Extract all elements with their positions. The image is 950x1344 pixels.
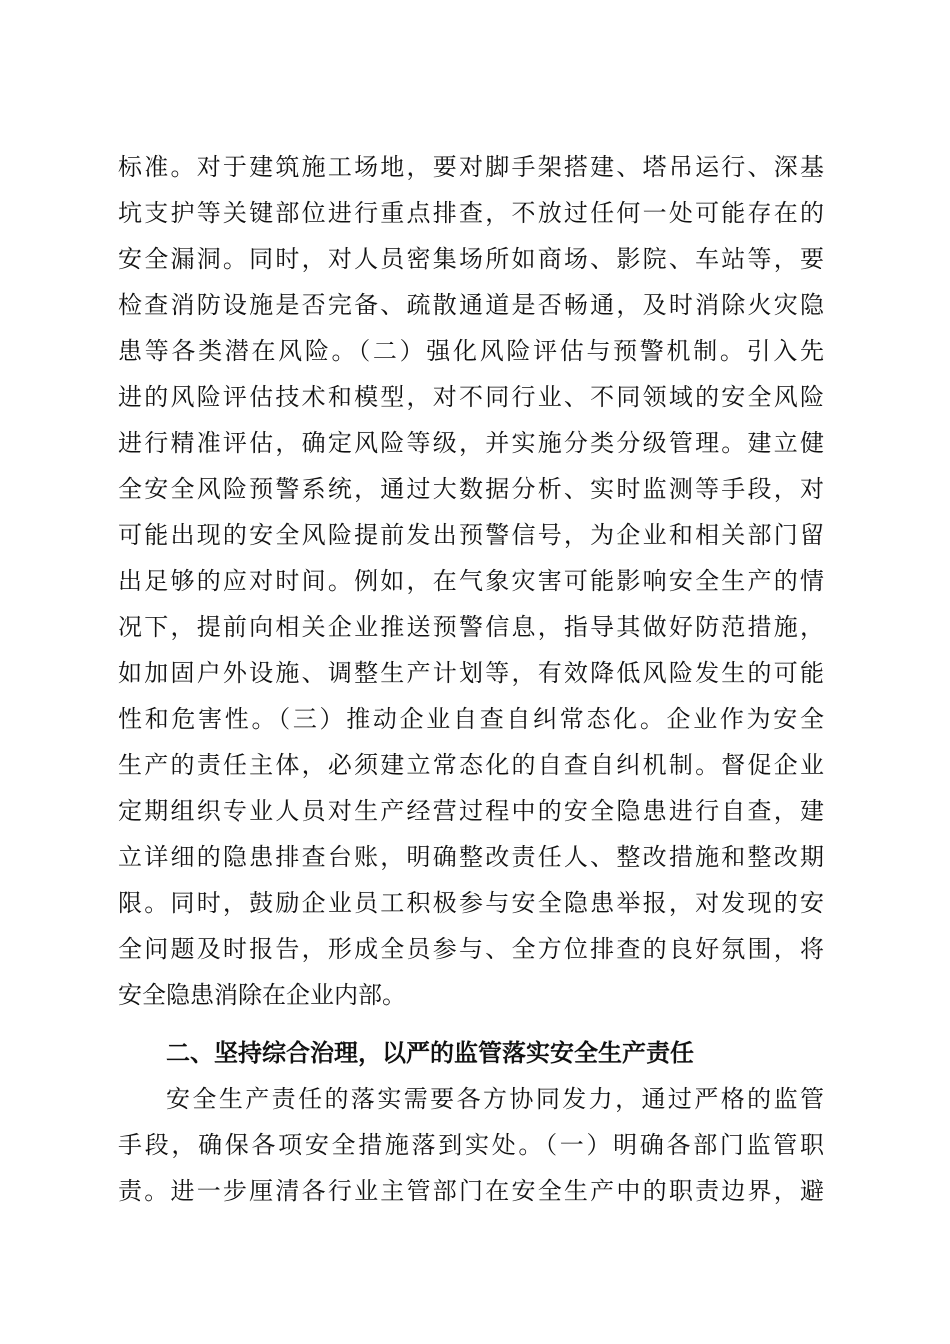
text-line: 责。进一步厘清各行业主管部门在安全生产中的职责边界，避: [118, 1177, 824, 1205]
text-line: 手段，确保各项安全措施落到实处。（一）明确各部门监管职: [118, 1131, 824, 1159]
text-line: 全问题及时报告，形成全员参与、全方位排查的良好氛围，将: [118, 935, 824, 963]
text-line: 坑支护等关键部位进行重点排查，不放过任何一处可能存在的: [118, 199, 824, 227]
document-body: [118, 144, 824, 1214]
text-line: 立详细的隐患排查台账，明确整改责任人、整改措施和整改期: [118, 843, 824, 871]
text-line: 全安全风险预警系统，通过大数据分析、实时监测等手段，对: [118, 475, 824, 503]
text-line: 出足够的应对时间。例如，在气象灾害可能影响安全生产的情: [118, 567, 824, 595]
text-line: 安全隐患消除在企业内部。: [118, 981, 406, 1009]
text-line: 况下，提前向相关企业推送预警信息，指导其做好防范措施，: [118, 613, 824, 641]
text-line: 可能出现的安全风险提前发出预警信号，为企业和相关部门留: [118, 521, 824, 549]
text-line: 定期组织专业人员对生产经营过程中的安全隐患进行自查，建: [118, 797, 824, 825]
text-line: 进行精准评估，确定风险等级，并实施分类分级管理。建立健: [118, 429, 824, 457]
text-line: 患等各类潜在风险。（二）强化风险评估与预警机制。引入先: [118, 337, 824, 365]
text-line: 检查消防设施是否完备、疏散通道是否畅通，及时消除火灾隐: [118, 291, 824, 319]
section-heading: 二、坚持综合治理，以严的监管落实安全生产责任: [166, 1039, 694, 1067]
text-line: 安全漏洞。同时，对人员密集场所如商场、影院、车站等，要: [118, 245, 824, 273]
text-line: 如加固户外设施、调整生产计划等，有效降低风险发生的可能: [118, 659, 824, 687]
paragraph-2: [118, 1076, 824, 1214]
text-line: 限。同时，鼓励企业员工积极参与安全隐患举报，对发现的安: [118, 889, 824, 917]
text-line: 标准。对于建筑施工场地，要对脚手架搭建、塔吊运行、深基: [118, 153, 824, 181]
text-line: 进的风险评估技术和模型，对不同行业、不同领域的安全风险: [118, 383, 824, 411]
text-line: 安全生产责任的落实需要各方协同发力，通过严格的监管: [166, 1085, 824, 1113]
paragraph-1: [118, 144, 824, 1018]
text-line: 生产的责任主体，必须建立常态化的自查自纠机制。督促企业: [118, 751, 824, 779]
text-line: 性和危害性。（三）推动企业自查自纠常态化。企业作为安全: [118, 705, 824, 733]
